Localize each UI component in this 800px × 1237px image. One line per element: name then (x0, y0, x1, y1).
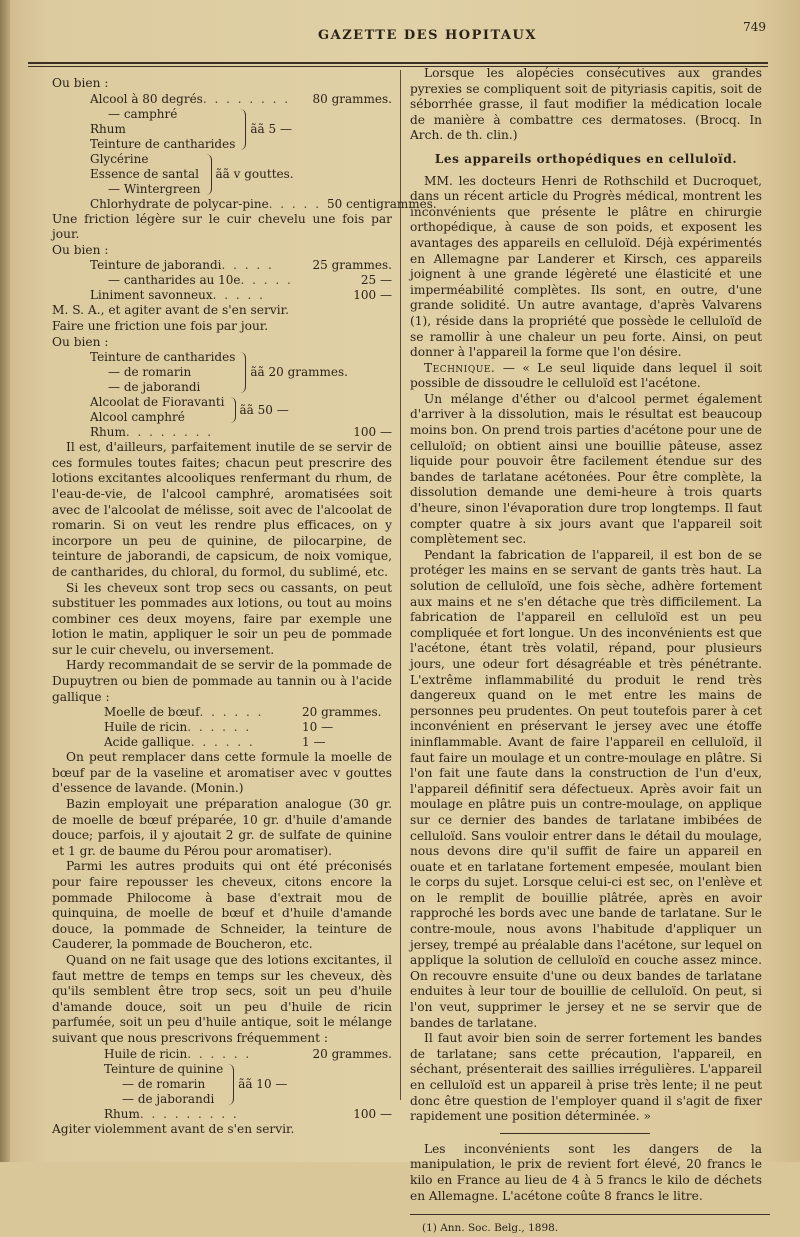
formula-4 (52, 705, 392, 750)
ingredient-name: Rhum (90, 121, 126, 136)
formula-line (104, 735, 392, 750)
paragraph: Parmi les autres produits qui ont été préconisés pour faire repousser les cheveux, citons encore la pommade Philocome à base d'extrait mou de quinquina, de moelle de bœuf et d'huile d'amande douce, la pommade de Schneider, la teinture de Cauderer, la pommade de Boucheron, etc. (52, 859, 392, 952)
ingredient-name: Teinture de cantharides (90, 136, 236, 151)
ingredient-name: — camphré (108, 106, 178, 121)
running-head: GAZETTE DES HOPITAUX (318, 28, 537, 43)
ingredient-name: Teinture de jaborandi (90, 258, 222, 273)
formula-line (104, 1107, 392, 1122)
formula-line (90, 92, 392, 107)
column-divider (400, 70, 401, 1100)
paragraph: Pendant la fabrication de l'appareil, il est bon de se protéger les mains en se servant de gants très haut. La solution de celluloïd, une fois sèche, adhère fortement aux mains et ne s'en détache que très difficilement. La fabrication de l'appareil en celluloïd est un peu compliquée et fort longue. Un des inconvénients est que l'acétone, étant très volatil, répand, pour plusieurs jours, une odeur fort désagréable et très pénétrante. L'extrême inflammabilité du produit le rend très dangereux quand on le met entre les mains de personnes peu prudentes. On peut toutefois parer à cet inconvénient en préservant le jersey avec une étoffe ininflammable. Avant de faire l'appareil en celluloïd, il faut faire un moulage et un contre-moulage en plâtre. Si l'on fait une faute dans la construction de l'un d'eux, l'appareil définitif sera défectueux. Après avoir fait un moulage en plâtre puis un contre-moulage, on applique sur ce dernier des bandes de tarlatane imbibées de celluloïd. Sans vouloir entrer dans le détail du moulage, nous devons dire qu'il suffit de faire un appareil en ouate et en tarlatane fortement empesée, moulant bien le corps du sujet. Lorsque celui-ci est sec, on l'enlève et on le remplit de bouillie plâtrée, après en avoir rapproché les bords avec une bande de tarlatane. Sur le contre-moule, nous avons l'habitude d'appliquer un jersey, trempé au préalable dans l'acétone, sur lequel on applique la solution de celluloïd en couche assez mince. On recouvre ensuite d'une ou deux bandes de tarlatane enduites à leur tour de bouillie de celluloïd. On peut, si l'on veut, supprimer le jersey et ne se servir que de bandes de tarlatane. (410, 547, 762, 1030)
leader-dots: . . . . . (268, 196, 322, 211)
formula-group (104, 1062, 392, 1107)
formula-group (90, 107, 392, 152)
leader-dots: . . . . . . (187, 1046, 252, 1061)
leader-dots: . . . . . . (199, 705, 264, 720)
formula-line (90, 425, 392, 440)
page-number: 749 (743, 20, 766, 34)
brace (203, 154, 212, 195)
ingredient-name: — cantharides au 10e (108, 273, 241, 288)
paragraph: Bazin employait une préparation analogue (30 gr. de moelle de bœuf préparée, 10 gr. d'huile d'amande douce; parfois, il y ajoutait 2 gr. de sulfate de quinine et 1 gr. de baume du Pérou pour aromatiser). (52, 797, 392, 858)
paragraph: Un mélange d'éther ou d'alcool permet également d'arriver à la dissolution, mais le résultat est beaucoup moins bon. On prend trois parties d'acétone pour une de celluloïd; on obtient ainsi une bouillie pâteuse, assez liquide pour pouvoir être facilement étendue sur des bandes de tarlatane acétonées. Pour être complète, la dissolution demande une demi-heure à trois quarts d'heure, sinon l'évaporation dure trop longtemps. Il faut compter quatre à six jours avant que l'appareil soit complètement sec. (410, 391, 762, 547)
ou-bien-label: Ou bien : (52, 334, 109, 349)
paragraph: MM. les docteurs Henri de Rothschild et Ducroquet, dans un récent article du Progrès médical, montrent les inconvénients que présente le plâtre en chirurgie orthopédique, à cause de son poids, et exposent les avantages des appareils en celluloïd. Déjà expérimentés en Allemagne par Landerer et Kirsch, ces appareils joignent à une grande légèreté une élasticité et une imperméabilité complètes. Ils sont, en outre, d'une grande solidité. Un autre avantage, d'après Valvarens (1), réside dans la propriété que possède le celluloïd de se ramollir à une chaleur un peu forte. Ainsi, on peut donner à l'appareil la forme que l'on désire. (410, 173, 762, 360)
formula-line (90, 258, 392, 273)
ingredient-name: Alcool camphré (90, 410, 185, 425)
ingredient-name: — Wintergreen (108, 181, 201, 196)
footnote-rule (410, 1214, 770, 1215)
section-title: Les appareils orthopédiques en celluloïd. (434, 151, 738, 166)
group-qty: ãã 10 — (238, 1076, 288, 1091)
paragraph: On peut remplacer dans cette formule la moelle de bœuf par de la vaseline et aromatiser avec v gouttes d'essence de lavande. (Monin.) (52, 750, 392, 796)
formula-line (104, 1047, 392, 1062)
leader-dots: . . . . . . (187, 720, 252, 735)
ingredient-name: Liniment savonneux (90, 288, 213, 303)
group-qty: ãã 20 grammes. (250, 365, 348, 380)
paragraph: Il est, d'ailleurs, parfaitement inutile de se servir de ces formules toutes faites; chacun peut prescrire des lotions excitantes alcooliques renfermant du rhum, de l'eau-de-vie, de l'alcool camphré, aromatisées soit avec de l'alcoolat de mélisse, soit avec de l'alcoolat de romarin. Si on veut les rendre plus efficaces, on y incorpore un peu de quinine, de pilocarpine, de teinture de jaborandi, de capsicum, de noix vomique, de cantharides, du chloral, du formol, du sublimé, etc. (52, 440, 392, 579)
ingredient-name: Rhum (104, 1106, 140, 1121)
paragraph: M. S. A., et agiter avant de s'en servir. (52, 303, 289, 318)
ingredient-name: — de jaborandi (122, 1091, 215, 1106)
formula-group (90, 395, 392, 425)
paragraph: Quand on ne fait usage que des lotions excitantes, il faut mettre de temps en temps sur les cheveux, dès qu'ils semblent être trop secs, soit un peu d'huile d'amande douce, soit un peu d'huile de ricin parfumée, soit un peu d'huile antique, soit le mélange suivant que nous prescrivons fréquemment : (52, 952, 392, 1045)
leader-dots: . . . . . . (190, 735, 255, 750)
ingredient-name: Glycérine (90, 151, 149, 166)
brace (225, 1064, 234, 1105)
ingredient-name: Teinture de quinine (104, 1061, 224, 1076)
ingredient-qty: 25 grammes. (312, 258, 392, 273)
formula-3 (52, 350, 392, 440)
ingredient-name: Huile de ricin (104, 720, 188, 735)
footnote: (1) Ann. Soc. Belg., 1898. (422, 1222, 559, 1235)
right-column (410, 66, 762, 1237)
technique-label: Technique. (424, 360, 496, 375)
paragraph: Les inconvénients sont les dangers de la manipulation, le prix de revient fort élevé, 20 francs le kilo en France au lieu de 4 à 5 francs le kilo de déchets en Allemagne. L'acétone coûte 8 francs le litre. (410, 1141, 762, 1203)
ingredient-qty: 10 — (302, 720, 334, 735)
ingredient-name: Teinture de cantharides (90, 350, 236, 365)
formula-line (90, 288, 392, 303)
group-qty: ãã v gouttes. (215, 166, 294, 181)
ingredient-name: Acide gallique (104, 735, 191, 750)
header-rule (28, 62, 768, 64)
formula-line (90, 273, 392, 288)
ingredient-qty: 50 centigrammes. (327, 196, 437, 211)
left-column (52, 76, 437, 1137)
group-qty: ãã 50 — (239, 402, 289, 417)
leader-dots: . . . . . (240, 273, 293, 288)
binding-edge (0, 0, 10, 1162)
leader-dots: . . . . . . . . . (139, 1106, 239, 1121)
formula-group (90, 152, 392, 197)
ingredient-qty: 100 — (353, 288, 392, 303)
leader-dots: . . . . . . . . (125, 425, 214, 440)
leader-dots: . . . . . . . . (202, 91, 291, 106)
paragraph: Si les cheveux sont trop secs ou cassants, on peut substituer les pommades aux lotions, ou tout au moins combiner ces deux moyens, faire par exemple une lotion le matin, appliquer le soir un peu de pommade sur le cuir chevelu, ou inversement. (52, 580, 392, 657)
ingredient-qty: 100 — (353, 425, 392, 440)
ingredient-name: — de jaborandi (108, 380, 201, 395)
ingredient-name: — de romarin (108, 365, 192, 380)
brace (227, 397, 236, 423)
paragraph: Il faut avoir bien soin de serrer fortement les bandes de tarlatane; sans cette précaution, l'appareil, en séchant, présenterait des saillies irrégulières. L'appareil en celluloïd est un appareil à prise très lente; il ne peut donc être question de l'employer quand il s'agit de fixer rapidement une position déterminée. » (410, 1031, 762, 1124)
ingredient-name: Moelle de bœuf (104, 705, 200, 720)
paragraph: Lorsque les alopécies consécutives aux grandes pyrexies se compliquent soit de pityriasis capitis, soit de séborrhée grasse, il faut modifier la médication locale de manière à combattre ces dermatoses. (Brocq. In Arch. de th. clin.) (410, 66, 762, 143)
technique-text: — « Le seul liquide dans lequel il soit possible de dissoudre le celluloïd est l'acétone. (410, 360, 763, 391)
formula-2 (52, 258, 392, 303)
ingredient-qty: 80 grammes. (312, 91, 392, 106)
paragraph: Hardy recommandait de se servir de la pommade de Dupuytren ou bien de pommade au tannin ou à l'acide gallique : (52, 658, 392, 704)
formula-group (90, 350, 392, 395)
ou-bien-label: Ou bien : (52, 242, 109, 257)
paragraph (410, 361, 762, 392)
formula-line (90, 196, 437, 212)
paragraph: Agiter violemment avant de s'en servir. (52, 1121, 295, 1136)
ingredient-qty: 1 — (302, 735, 326, 750)
ou-bien-label: Ou bien : (52, 76, 109, 90)
group-qty: ãã 5 — (250, 121, 292, 136)
leader-dots: . . . . . (221, 258, 274, 273)
formula-line (104, 705, 392, 720)
ingredient-qty: 20 grammes. (302, 705, 382, 720)
formula-line (104, 720, 392, 735)
ingredient-name: Huile de ricin (104, 1046, 188, 1061)
separator-rule (500, 1133, 650, 1134)
ingredient-qty: 20 grammes. (312, 1046, 392, 1061)
paragraph: Faire une friction une fois par jour. (52, 318, 269, 333)
brace (237, 109, 246, 150)
ingredient-qty: 25 — (360, 273, 392, 288)
ingredient-name: Alcool à 80 degrés (90, 91, 203, 106)
brace (237, 352, 246, 393)
page-header (28, 18, 776, 58)
ingredient-name: Chlorhydrate de polycar-pine (90, 196, 269, 211)
paragraph: Une friction légère sur le cuir chevelu une fois par jour. (52, 211, 392, 242)
ingredient-name: Alcoolat de Fioravanti (90, 395, 225, 410)
formula-5 (52, 1047, 392, 1122)
formula-1 (52, 91, 437, 212)
ingredient-name: — de romarin (122, 1076, 206, 1091)
ingredient-name: Essence de santal (90, 166, 199, 181)
ingredient-qty: 100 — (353, 1106, 392, 1121)
ingredient-name: Rhum (90, 425, 126, 440)
leader-dots: . . . . . (212, 288, 265, 303)
